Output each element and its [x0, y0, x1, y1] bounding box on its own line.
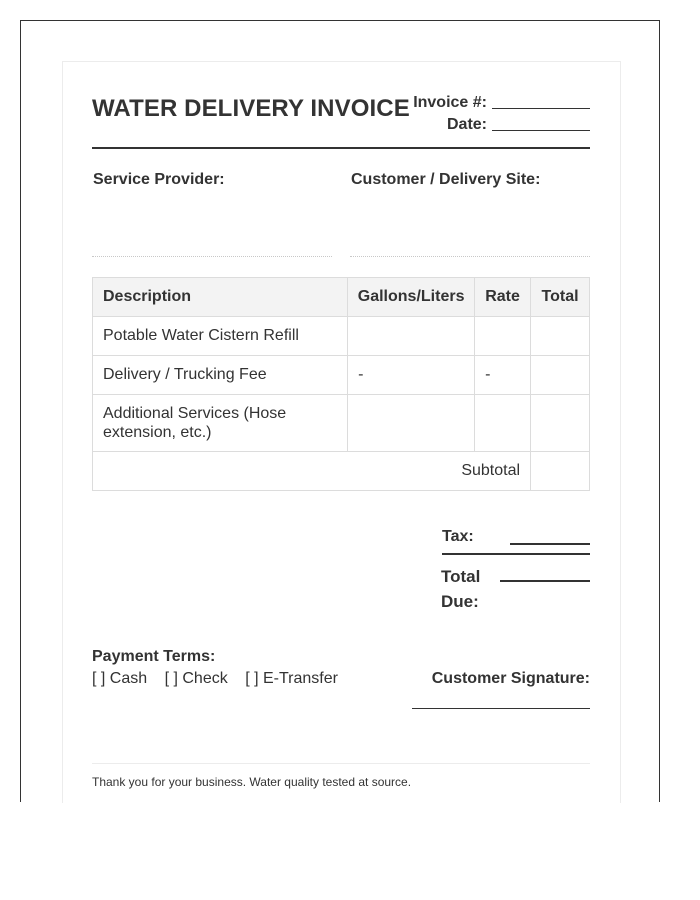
- item-rate[interactable]: -: [475, 356, 531, 395]
- footer-note: Thank you for your business. Water quality tested at source.: [92, 775, 412, 789]
- item-description: Additional Services (Hose extension, etc.): [93, 395, 348, 452]
- line-items-table: [92, 277, 590, 491]
- table-row: [93, 395, 590, 452]
- date-row: [447, 116, 590, 134]
- payment-option-etransfer[interactable]: [ ] E-Transfer: [245, 670, 338, 687]
- payment-terms-label: Payment Terms:: [92, 648, 216, 665]
- subtotal-value[interactable]: [531, 452, 590, 491]
- service-provider-label: Service Provider:: [93, 171, 225, 188]
- invoice-number-label: Invoice #:: [413, 94, 487, 111]
- column-header: Rate: [475, 278, 531, 317]
- date-field[interactable]: [492, 129, 590, 131]
- payment-option-check[interactable]: [ ] Check: [164, 670, 228, 687]
- total-due-label: Total Due:: [441, 567, 481, 611]
- customer-site-label: Customer / Delivery Site:: [351, 171, 541, 188]
- item-quantity[interactable]: [348, 395, 475, 452]
- tax-label: Tax:: [442, 528, 474, 545]
- item-total[interactable]: [531, 317, 590, 356]
- column-header: Gallons/Liters: [348, 278, 475, 317]
- item-total[interactable]: [531, 356, 590, 395]
- subtotal-label: Subtotal: [93, 452, 531, 491]
- item-description: Delivery / Trucking Fee: [93, 356, 348, 395]
- invoice-number-row: [413, 94, 590, 112]
- item-description: Potable Water Cistern Refill: [93, 317, 348, 356]
- column-header: Description: [93, 278, 348, 317]
- item-rate[interactable]: [475, 317, 531, 356]
- table-header-row: [93, 278, 590, 317]
- payment-option-cash[interactable]: [ ] Cash: [92, 670, 148, 687]
- item-rate[interactable]: [475, 395, 531, 452]
- column-header: Total: [531, 278, 590, 317]
- payment-options: [92, 670, 351, 688]
- subtotal-row: [93, 452, 590, 491]
- invoice-number-field[interactable]: [492, 107, 590, 109]
- tax-field[interactable]: [510, 543, 590, 545]
- customer-signature-label: Customer Signature:: [431, 670, 590, 687]
- totals-divider: [442, 553, 590, 555]
- date-label: Date:: [446, 116, 487, 133]
- item-total[interactable]: [531, 395, 590, 452]
- item-quantity[interactable]: [348, 317, 475, 356]
- customer-signature-field[interactable]: [412, 708, 590, 709]
- invoice-title: WATER DELIVERY INVOICE: [92, 95, 410, 122]
- footer-divider: [92, 763, 590, 764]
- header-divider: [92, 147, 590, 149]
- service-provider-field[interactable]: [92, 256, 332, 257]
- total-due-field[interactable]: [500, 580, 590, 582]
- table-row: [93, 317, 590, 356]
- customer-site-field[interactable]: [350, 256, 590, 257]
- table-row: [93, 356, 590, 395]
- item-quantity[interactable]: -: [348, 356, 475, 395]
